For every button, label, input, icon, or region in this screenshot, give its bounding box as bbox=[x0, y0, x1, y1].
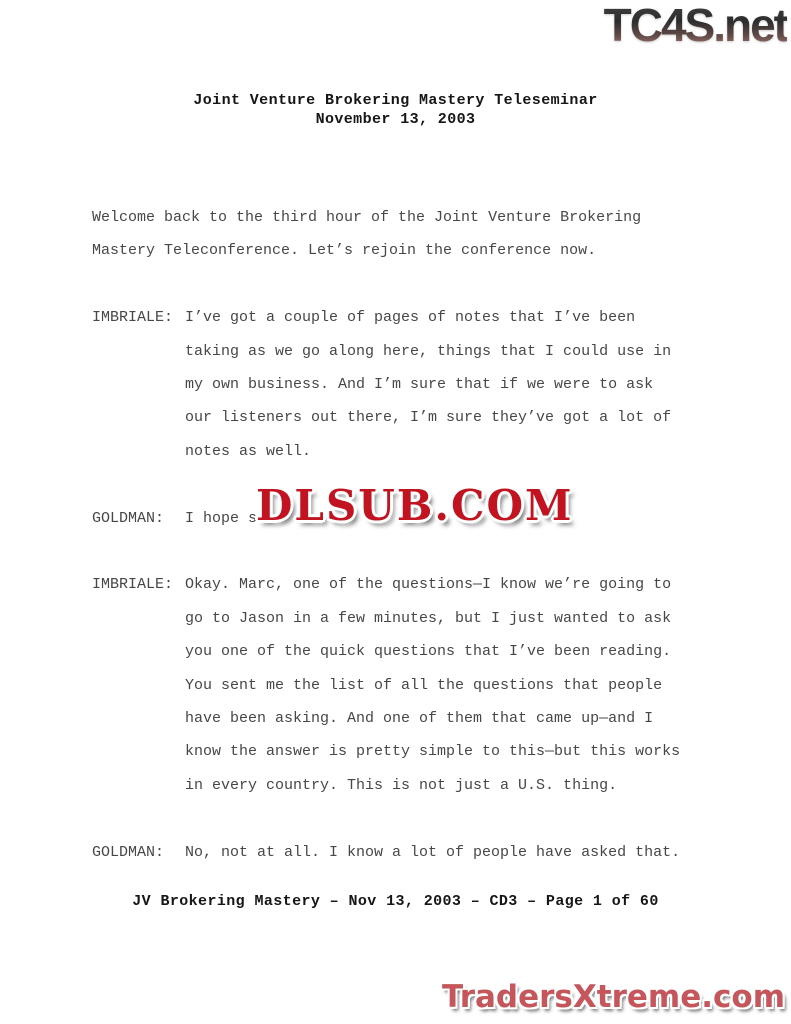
title-line-2: November 13, 2003 bbox=[315, 110, 476, 128]
paragraph-lines bbox=[185, 568, 752, 802]
transcript-line: in every country. This is not just a U.S. thing. bbox=[185, 776, 618, 794]
transcript-line: you one of the quick questions that I’ve been reading. bbox=[185, 643, 672, 661]
transcript-line: Okay. Marc, one of the questions—I know we’re going to bbox=[185, 576, 672, 594]
page-footer: JV Brokering Mastery – Nov 13, 2003 – CD3 – Page 1 of 60 bbox=[132, 893, 659, 910]
paragraph-lines bbox=[185, 836, 752, 869]
dialogue-paragraph bbox=[92, 301, 752, 468]
dialogue-paragraph bbox=[92, 568, 752, 802]
title-line-1: Joint Venture Brokering Mastery Teleseminar bbox=[193, 92, 598, 109]
speaker-label: IMBRIALE: bbox=[92, 309, 174, 327]
dialogue-paragraph bbox=[92, 836, 752, 869]
speaker-label: GOLDMAN: bbox=[92, 843, 165, 861]
transcript-line: my own business. And I’m sure that if we were to ask bbox=[185, 376, 654, 394]
transcript-line: have been asking. And one of them that came up—and I bbox=[185, 710, 654, 728]
transcript-line: Welcome back to the third hour of the Joint Venture Brokering bbox=[92, 209, 642, 226]
transcript-line: know the answer is pretty simple to this—but this works bbox=[185, 743, 681, 761]
intro-paragraph bbox=[92, 201, 752, 268]
tradersxtreme-watermark-logo: TradersXtreme.com bbox=[441, 979, 785, 1015]
transcript-line: No, not at all. I know a lot of people have asked that. bbox=[185, 843, 681, 861]
paragraph-lines bbox=[185, 301, 752, 468]
transcript-line: I’ve got a couple of pages of notes that I’ve been bbox=[185, 309, 636, 327]
speaker-label: GOLDMAN: bbox=[92, 509, 165, 527]
transcript-line: You sent me the list of all the questions that people bbox=[185, 676, 663, 694]
transcript-line: go to Jason in a few minutes, but I just wanted to ask bbox=[185, 609, 672, 627]
transcript-line: taking as we go along here, things that I could use in bbox=[185, 342, 672, 360]
speaker-label: IMBRIALE: bbox=[92, 576, 174, 594]
transcript-body bbox=[92, 201, 752, 869]
transcript-line: notes as well. bbox=[185, 442, 312, 460]
dlsub-watermark-logo: DLSUB.COM bbox=[256, 481, 574, 530]
transcript-line: I hope s bbox=[185, 509, 258, 527]
paragraph-lines bbox=[92, 201, 752, 268]
tc4s-watermark-logo: TC4S.net bbox=[603, 0, 787, 51]
transcript-line: our listeners out there, I’m sure they’ve got a lot of bbox=[185, 409, 672, 427]
document-title bbox=[0, 92, 791, 129]
transcript-line: Mastery Teleconference. Let’s rejoin the conference now. bbox=[92, 242, 597, 260]
